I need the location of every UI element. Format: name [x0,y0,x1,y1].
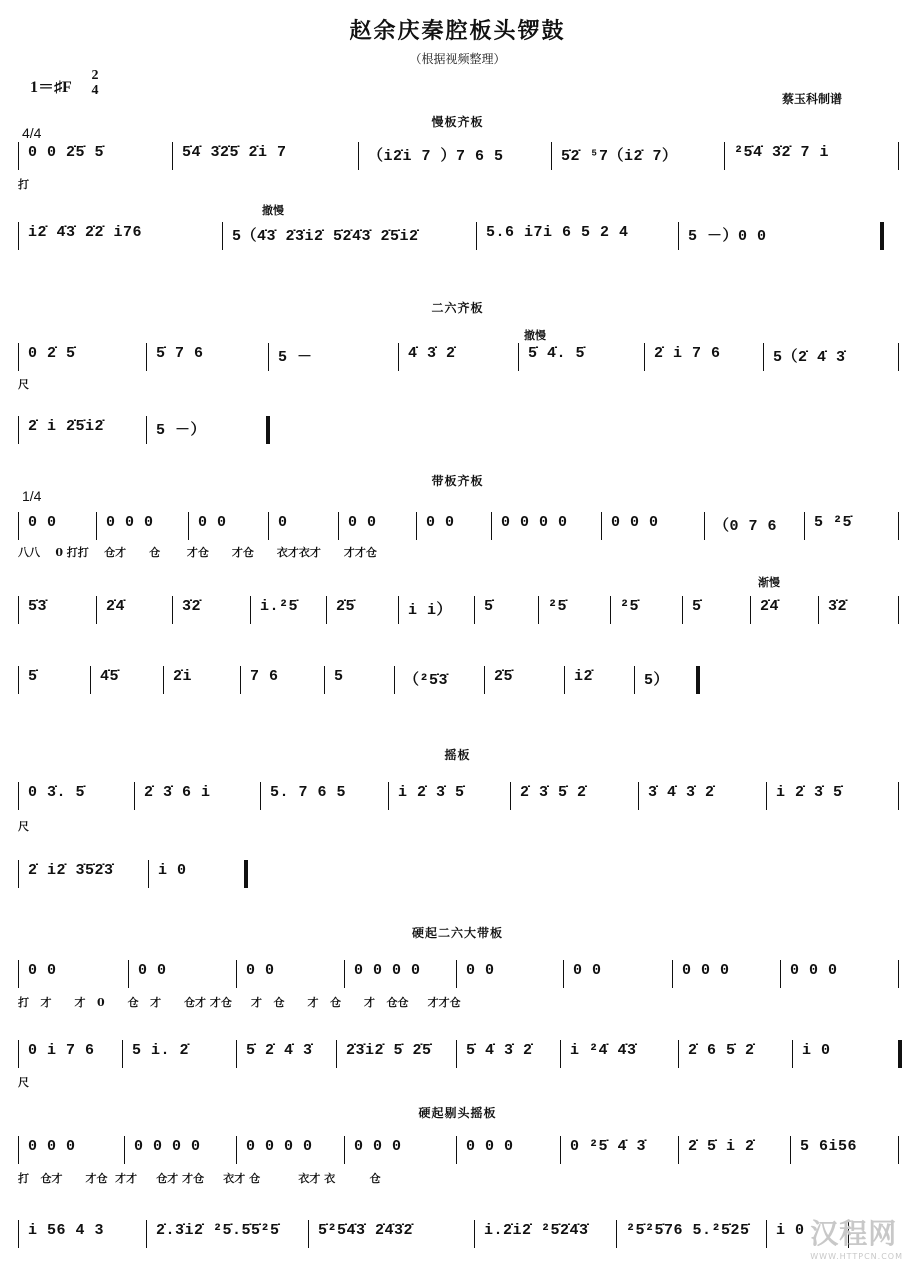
measure-notes: 0 ²5̇ 4̇ 3̇ [570,1138,647,1155]
barline [898,142,899,170]
barline [326,596,327,624]
measure-notes: 0 0 [573,962,602,979]
staff-line [18,1132,898,1168]
measure-notes: i2̇ 4̇3̇ 2̇2̇ i76 [28,224,143,241]
lyrics-line: 尺 [18,820,29,833]
measure-notes: 5̇ 4̇. 5̇ [528,345,586,362]
barline [560,1040,561,1068]
barline [724,142,725,170]
watermark-logo-text: 汉程网 [810,1217,898,1250]
lyrics-line: 尺 [18,1076,29,1089]
barline [790,1136,791,1164]
measure-notes: （²5̇3̇ [404,672,449,689]
barline [18,596,19,624]
barline [134,782,135,810]
barline [476,222,477,250]
barline [18,666,19,694]
barline [898,596,899,624]
final-barline [898,1040,902,1068]
measure-notes: 5̇3̇ [28,598,48,615]
measure-notes: 0 0 [466,962,495,979]
measure-notes: 5 － [278,349,313,366]
staff-line [18,956,898,992]
barline [634,666,635,694]
tempo-mark: 撤慢 [524,329,546,342]
score-subtitle: （根据视频整理） [409,52,506,66]
barline [18,416,19,444]
measure-notes: i.2̇i2̇ ²5̇2̇4̇3̇ [484,1222,589,1239]
barline [474,1220,475,1248]
lyrics-line: 打 才 才 0 仓 才 仓才 才仓 才 仓 才 仓 才 仓仓 才才仓 [18,996,461,1009]
barline [250,596,251,624]
measure-notes: 0 0 [138,962,167,979]
time-signature-numerator: 2 [91,68,99,83]
barline [236,960,237,988]
measure-notes: 0 0 0 [28,1138,76,1155]
barline [18,960,19,988]
barline [766,782,767,810]
measure-notes: 3̇2̇ [828,598,848,615]
barline [672,960,673,988]
measure-notes: 2̇5̇ [336,598,356,615]
barline [18,782,19,810]
score-title: 赵余庆秦腔板头锣鼓 [349,18,566,44]
barline [268,343,269,371]
barline [601,512,602,540]
measure-notes: 0 0 [28,514,57,531]
final-barline [244,860,248,888]
barline [678,1136,679,1164]
barline [236,1040,237,1068]
section-meter: 1/4 [22,488,42,504]
barline [96,596,97,624]
measure-notes: 5̇ [692,598,702,615]
measure-notes: 2̇ 6 5̇ 2̇ [688,1042,755,1059]
measure-notes: 5 6i56 [800,1138,858,1155]
measure-notes: 0 0 0 [354,1138,402,1155]
measure-notes: i 0 [776,1222,805,1239]
measure-notes: i 0 [802,1042,831,1059]
staff-line [18,218,898,254]
measure-notes: 2̇i [173,668,193,685]
barline [18,1136,19,1164]
barline [750,596,751,624]
measure-notes: 2̇3̇i2̇ 5̇ 2̇5̇ [346,1042,432,1059]
barline [268,512,269,540]
barline [398,596,399,624]
measure-notes: i 2̇ 3̇ 5̇ [398,784,465,801]
measure-notes: 2̇ 3̇ 6 i [144,784,211,801]
barline [818,596,819,624]
measure-notes: 5 －） [156,422,207,439]
barline [344,960,345,988]
measure-notes: ²5̇ [548,598,568,615]
measure-notes: 5 i. 2̇ [132,1042,190,1059]
site-watermark [810,1212,903,1261]
staff-line [18,592,898,628]
barline [474,596,475,624]
measure-notes: 4̇5̇ [100,668,120,685]
final-barline [880,222,884,250]
measure-notes: 3̇2̇ [182,598,202,615]
barline [18,222,19,250]
measure-notes: i 2̇ 3̇ 5̇ [776,784,843,801]
measure-notes: 5̇ [484,598,494,615]
barline [18,1040,19,1068]
barline [538,596,539,624]
measure-notes: 0 0 0 [466,1138,514,1155]
barline [146,1220,147,1248]
measure-notes: 5̇4̇ 3̇2̇5̇ 2̇i 7 [182,144,287,161]
measure-notes: 0 0 [348,514,377,531]
lyrics-line: 八八 0 打打 仓才 仓 才仓 才仓 衣才衣才 才才仓 [18,546,377,559]
section-label: 带板齐板 [431,474,484,488]
section-label: 慢板齐板 [431,115,484,129]
barline [240,666,241,694]
measure-notes: （i2̇i 7 ）7 6 5 [368,148,504,165]
measure-notes: 0 0 0 0 [501,514,568,531]
section-label: 摇板 [444,748,471,762]
barline [804,512,805,540]
barline [551,142,552,170]
barline [96,512,97,540]
measure-notes: 0 [278,514,288,531]
measure-notes: 5（4̇3̇ 2̇3̇i2̇ 5̇2̇4̇3̇ 2̇5̇i2̇ [232,228,419,245]
section-label: 二六齐板 [431,301,484,315]
barline [146,343,147,371]
barline [394,666,395,694]
barline [336,1040,337,1068]
barline [484,666,485,694]
barline [792,1040,793,1068]
barline [898,960,899,988]
barline [18,343,19,371]
measure-notes: 5） [644,672,670,689]
measure-notes: 5.6 i7i 6 5 2 4 [486,224,629,241]
section-meter: 4/4 [22,125,42,141]
measure-notes: 0 0 0 0 [246,1138,313,1155]
watermark-url: WWW.HTTPCN.COM [810,1252,903,1261]
measure-notes: 5 ²5̇ [814,514,853,531]
measure-notes: 0 0 0 0 [134,1138,201,1155]
lyrics-line: 打 [18,178,29,191]
measure-notes: 2̇ i2̇ 3̇5̇2̇3̇ [28,862,114,879]
barline [18,1220,19,1248]
measure-notes: 2̇ 5̇ i 2̇ [688,1138,755,1155]
measure-notes: 2̇5̇ [494,668,514,685]
measure-notes: 5̇ 2̇ 4̇ 3̇ [246,1042,313,1059]
measure-notes: 0 0 2̇5̇ 5̇ [28,144,105,161]
measure-notes: 0 0 [246,962,275,979]
barline [518,343,519,371]
barline [308,1220,309,1248]
staff-line [18,778,898,814]
barline [638,782,639,810]
arranger-credit: 蔡玉科制谱 [782,92,843,106]
barline [678,222,679,250]
measure-notes: 2̇ i 2̇5̇i2̇ [28,418,105,435]
barline [146,416,147,444]
staff-line [18,412,898,448]
barline [324,666,325,694]
barline [18,512,19,540]
barline [456,960,457,988]
measure-notes: i 56 4 3 [28,1222,105,1239]
measure-notes: 4̇ 3̇ 2̇ [408,345,456,362]
barline [222,222,223,250]
barline [563,960,564,988]
measure-notes: 5̇2̇ ⁵7（i2̇ 7） [561,148,678,165]
barline [456,1136,457,1164]
barline [358,142,359,170]
barline [682,596,683,624]
barline [898,782,899,810]
measure-notes: 2̇ 3̇ 5̇ 2̇ [520,784,587,801]
staff-line [18,1036,898,1072]
measure-notes: i 0 [158,862,187,879]
time-signature [88,68,102,98]
measure-notes: 5̇ 4̇ 3̇ 2̇ [466,1042,533,1059]
barline [456,1040,457,1068]
barline [172,142,173,170]
barline [18,860,19,888]
barline [188,512,189,540]
barline [616,1220,617,1248]
barline [510,782,511,810]
measure-notes: 0 i 7 6 [28,1042,95,1059]
measure-notes: 0 0 [28,962,57,979]
measure-notes: 3̇ 4̇ 3̇ 2̇ [648,784,715,801]
barline [560,1136,561,1164]
measure-notes: 2̇ i 7 6 [654,345,721,362]
measure-notes: 0 0 0 0 [354,962,421,979]
barline [678,1040,679,1068]
barline [163,666,164,694]
measure-notes: 5 －）0 0 [688,228,767,245]
lyrics-line: 尺 [18,378,29,391]
measure-notes: 5 [334,668,344,685]
time-signature-denominator: 4 [91,83,99,98]
barline [491,512,492,540]
barline [704,512,705,540]
measure-notes: 5. 7 6 5 [270,784,347,801]
measure-notes: 2̇4̇ [106,598,126,615]
measure-notes: 2̇.3̇i2̇ ²5̇.5̇5̇²5̇ [156,1222,280,1239]
barline [18,142,19,170]
measure-notes: 5（2̇ 4̇ 3̇ [773,349,846,366]
barline [344,1136,345,1164]
measure-notes: 0 0 0 [682,962,730,979]
measure-notes: ²5̇²5̇76 5.²5̇25̇ [626,1222,750,1239]
barline [90,666,91,694]
barline [416,512,417,540]
barline [763,343,764,371]
barline [236,1136,237,1164]
barline [644,343,645,371]
staff-line [18,138,898,174]
measure-notes: i i） [408,602,453,619]
final-barline [696,666,700,694]
section-label: 硬起二六大带板 [411,926,503,940]
barline [398,343,399,371]
barline [388,782,389,810]
measure-notes: i.²5̇ [260,598,299,615]
measure-notes: i ²4̇ 4̇3̇ [570,1042,637,1059]
measure-notes: 5̇ 7 6 [156,345,204,362]
staff-line [18,1216,898,1252]
barline [564,666,565,694]
measure-notes: 0 3̇. 5̇ [28,784,86,801]
barline [898,512,899,540]
measure-notes: 0 0 0 [106,514,154,531]
barline [124,1136,125,1164]
barline [128,960,129,988]
measure-notes: ²5̇ [620,598,640,615]
barline [610,596,611,624]
measure-notes: i2̇ [574,668,594,685]
key-signature: 1＝♯F [30,79,72,96]
measure-notes: ²5̇4̇ 3̇2̇ 7 i [734,144,830,161]
measure-notes: 0 0 [198,514,227,531]
final-barline [266,416,270,444]
barline [338,512,339,540]
measure-notes: 5̇²5̇4̇3̇ 2̇4̇3̇2̇ [318,1222,414,1239]
staff-line [18,339,898,375]
staff-line [18,508,898,544]
measure-notes: 0 0 0 [611,514,659,531]
barline [122,1040,123,1068]
barline [766,1220,767,1248]
measure-notes: 2̇4̇ [760,598,780,615]
measure-notes: 5̇ [28,668,38,685]
barline [260,782,261,810]
barline [148,860,149,888]
measure-notes: 0 0 0 [790,962,838,979]
barline [172,596,173,624]
staff-line [18,662,898,698]
barline [898,1136,899,1164]
tempo-mark: 渐慢 [758,576,780,589]
barline [898,343,899,371]
measure-notes: 0 2̇ 5̇ [28,345,76,362]
measure-notes: 7 6 [250,668,279,685]
staff-line [18,856,898,892]
measure-notes: 0 0 [426,514,455,531]
lyrics-line: 打 仓才 才仓 才才 仓才 才仓 衣才 仓 衣才 衣 仓 [18,1172,381,1185]
section-label: 硬起剔头摇板 [418,1106,497,1120]
barline [780,960,781,988]
tempo-mark: 撤慢 [262,204,284,217]
measure-notes: （0 7 6 [714,518,778,535]
